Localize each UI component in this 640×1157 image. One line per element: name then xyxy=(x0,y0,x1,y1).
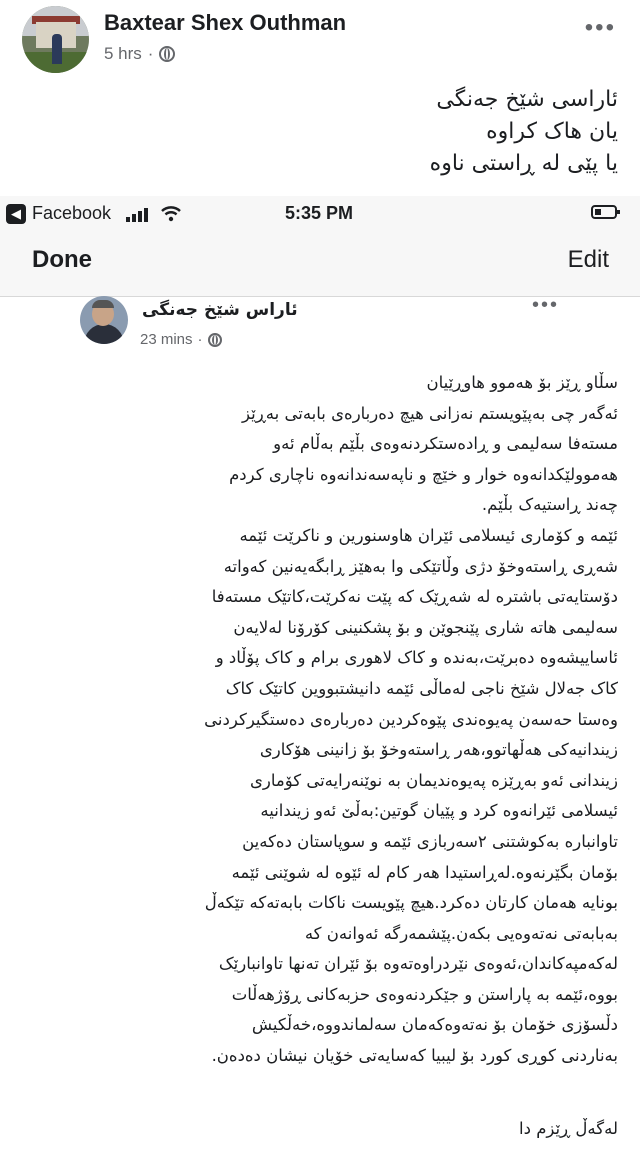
post-meta xyxy=(104,44,175,64)
wifi-icon xyxy=(160,202,182,224)
globe-icon xyxy=(159,46,175,62)
body-line: کاک جەلال شێخ ناجی لەماڵی ئێمە دانیشتبووین کاتێک کاک xyxy=(225,678,618,698)
shared-more-options-icon: ••• xyxy=(532,294,560,316)
body-line: سڵاو ڕێز بۆ هەموو هاوڕێیان xyxy=(426,373,618,392)
status-time: 5:35 PM xyxy=(285,203,354,223)
post-caption xyxy=(58,84,618,180)
shared-author-name: ئاراس شێخ جەنگی xyxy=(142,300,298,320)
shared-post-meta xyxy=(140,331,222,348)
body-line: چەند ڕاستیەک بڵێم. xyxy=(481,495,618,515)
cellular-signal-icon xyxy=(126,206,148,222)
globe-icon xyxy=(208,333,222,347)
status-bar xyxy=(0,196,640,232)
body-line: بۆمان بگێرنەوە.لەڕاستیدا هەر کام لە ئێوە لە شوێنی ئێمە xyxy=(231,862,618,882)
meta-separator: · xyxy=(147,44,154,63)
body-line: ئەگەر چی بەپێویستم نەزانی هیچ دەربارەی بابەتی بەڕێز xyxy=(242,403,618,423)
attached-screenshot[interactable] xyxy=(0,196,640,1157)
body-line: بەبابەتی نەتەوەیی بکەن.پێشمەرگە ئەوانەن کە xyxy=(304,923,618,943)
nav-bar xyxy=(0,232,640,297)
body-line: زیندانی ئەو بەڕێزە پەیوەندیمان بە نوێنەرایەتی کۆماری xyxy=(249,770,618,790)
body-line: ئیسلامی ئێرانەوە کرد و پێیان گوتین:بەڵێ ئەو زیندانیە xyxy=(260,801,618,821)
body-line: بووە،ئێمە بە پاراستن و جێکردنەوەی حزبەکانی ڕۆژهەڵات xyxy=(231,984,618,1004)
shared-post-body xyxy=(18,368,618,1072)
body-line: زیندانیەکی هەڵهاتوو،هەر ڕاستەوخۆ بۆ زانینی هۆکاری xyxy=(259,740,618,760)
status-back-app: Facebook xyxy=(32,203,112,223)
post-author-name[interactable]: Baxtear Shex Outhman xyxy=(104,10,347,35)
body-line: شەڕی ڕاستەوخۆ دژی وڵاتێکی وا بەهێز ڕابگەیەنین کەواتە xyxy=(223,556,618,576)
body-line: وەستا حەسەن پەیوەندی پێوەکردین دەربارەی دەستگیرکردنی xyxy=(204,709,618,729)
battery-icon xyxy=(591,205,617,219)
body-line: تاوانبارە بەکوشتنی ٢سەربازی ئێمە و سوپاستان دەکەین xyxy=(242,831,618,851)
meta-separator: · xyxy=(197,331,203,348)
shared-author-avatar xyxy=(80,296,128,344)
edit-button[interactable]: Edit xyxy=(567,246,609,273)
body-line: بەناردنی کوڕی کورد بۆ لیبیا کەسایەتی خۆیان نیشان دەدەن. xyxy=(211,1046,618,1066)
body-line: هەموولێکدانەوە خوار و خێچ و ناپەسەندانەوە ناچاری کردم xyxy=(229,464,618,484)
closing-line: لەگەڵ ڕێزم دا xyxy=(519,1119,618,1138)
done-button[interactable]: Done xyxy=(32,246,92,273)
back-arrow-icon: ◀ xyxy=(6,204,26,224)
body-line: لەکەمپەکاندان،ئەوەی نێردراوەتەوە بۆ ئێران تەنها تاوانبارێک xyxy=(218,954,618,974)
caption-line: ئاراسی شێخ جەنگی xyxy=(436,87,618,112)
post-time[interactable]: 5 hrs xyxy=(104,44,142,63)
caption-line: یان هاک کراوە xyxy=(486,119,618,144)
shared-post-closing xyxy=(18,1114,618,1144)
caption-line: یا پێی لە ڕاستی ناوە xyxy=(429,151,618,176)
body-line: ئێمە و کۆماری ئیسلامی ئێران هاوسنورین و ناکرێت ئێمە xyxy=(239,525,618,545)
body-line: دۆستایەتی باشترە لە شەڕێک کە پێت نەکرێت،کاتێک مستەفا xyxy=(211,587,618,607)
author-avatar[interactable] xyxy=(22,6,89,73)
body-line: سەلیمی هاتە شاری پێنجوێن و بۆ پشکنینی کۆرۆنا لەلایەن xyxy=(233,617,618,637)
post-more-options-button[interactable]: ••• xyxy=(584,14,616,41)
body-line: مستەفا سەلیمی و ڕادەستکردنەوەی بڵێم بەڵام ئەو xyxy=(273,434,618,454)
body-line: بونایە هەمان کارتان دەکرد.هیچ پێویست ناکات بابەتەکە تێکەڵ xyxy=(204,893,618,913)
shared-post-time: 23 mins xyxy=(140,331,193,348)
post-header xyxy=(0,0,640,80)
body-line: ئاساییشەوە دەبرێت،بەندە و کاک لاهوری برام و کاک پۆڵاد و xyxy=(215,648,618,668)
body-line: دڵسۆزی خۆمان بۆ نەتەوەکەمان سەلماندووە،خەڵکیش xyxy=(251,1015,618,1035)
